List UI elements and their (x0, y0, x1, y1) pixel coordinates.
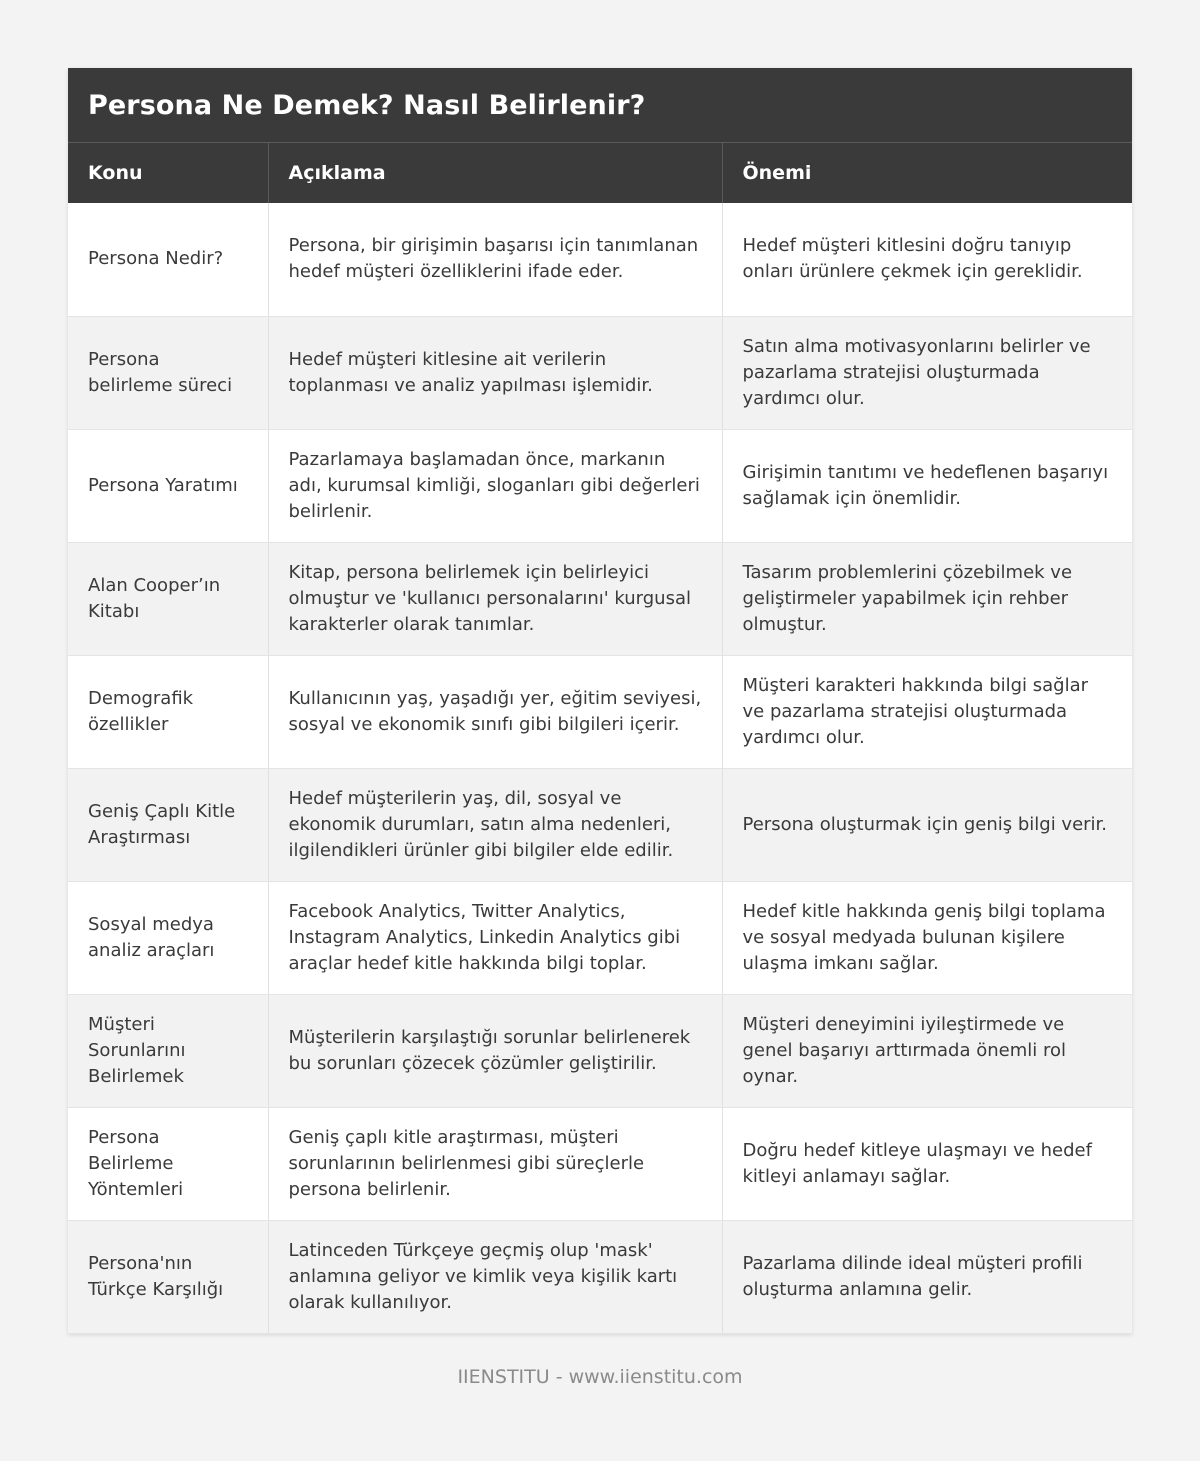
cell-konu: Persona belirleme süreci (68, 316, 268, 429)
cell-onemi: Müşteri deneyimini iyileştirmede ve genel başarıyı arttırmada önemli rol oynar. (722, 994, 1132, 1107)
info-table (68, 143, 1132, 1334)
table-row (68, 1220, 1132, 1333)
footer-credit: IIENSTITU - www.iienstitu.com (457, 1366, 743, 1388)
table-row (68, 994, 1132, 1107)
cell-onemi: Doğru hedef kitleye ulaşmayı ve hedef kitleyi anlamayı sağlar. (722, 1107, 1132, 1220)
cell-aciklama: Latinceden Türkçeye geçmiş olup 'mask' anlamına geliyor ve kimlik veya kişilik kartı olarak kullanılıyor. (268, 1220, 722, 1333)
cell-aciklama: Kitap, persona belirlemek için belirleyici olmuştur ve 'kullanıcı personalarını' kurgusal karakterler olarak tanımlar. (268, 542, 722, 655)
cell-onemi: Tasarım problemlerini çözebilmek ve geliştirmeler yapabilmek için rehber olmuştur. (722, 542, 1132, 655)
cell-konu: Sosyal medya analiz araçları (68, 881, 268, 994)
cell-konu: Alan Cooper’ın Kitabı (68, 542, 268, 655)
table-row (68, 655, 1132, 768)
column-header-konu: Konu (68, 143, 268, 203)
table-row (68, 1107, 1132, 1220)
table-row (68, 881, 1132, 994)
column-header-aciklama: Açıklama (268, 143, 722, 203)
cell-onemi: Pazarlama dilinde ideal müşteri profili oluşturma anlamına gelir. (722, 1220, 1132, 1333)
cell-onemi: Girişimin tanıtımı ve hedeflenen başarıyı sağlamak için önemlidir. (722, 429, 1132, 542)
cell-aciklama: Müşterilerin karşılaştığı sorunlar belirlenerek bu sorunları çözecek çözümler geliştirilir. (268, 994, 722, 1107)
cell-aciklama: Hedef müşterilerin yaş, dil, sosyal ve ekonomik durumları, satın alma nedenleri, ilgilendikleri ürünler gibi bilgiler elde edilir. (268, 768, 722, 881)
table-row (68, 316, 1132, 429)
cell-aciklama: Facebook Analytics, Twitter Analytics, Instagram Analytics, Linkedin Analytics gibi araçlar hedef kitle hakkında bilgi toplar. (268, 881, 722, 994)
cell-aciklama: Kullanıcının yaş, yaşadığı yer, eğitim seviyesi, sosyal ve ekonomik sınıfı gibi bilgileri içerir. (268, 655, 722, 768)
table-row (68, 203, 1132, 316)
cell-onemi: Müşteri karakteri hakkında bilgi sağlar ve pazarlama stratejisi oluşturmada yardımcı olur. (722, 655, 1132, 768)
cell-konu: Persona'nın Türkçe Karşılığı (68, 1220, 268, 1333)
table-body (68, 203, 1132, 1333)
table-row (68, 768, 1132, 881)
cell-aciklama: Pazarlamaya başlamadan önce, markanın adı, kurumsal kimliği, sloganları gibi değerleri belirlenir. (268, 429, 722, 542)
cell-aciklama: Geniş çaplı kitle araştırması, müşteri sorunlarının belirlenmesi gibi süreçlerle persona belirlenir. (268, 1107, 722, 1220)
table-row (68, 429, 1132, 542)
cell-onemi: Satın alma motivasyonlarını belirler ve pazarlama stratejisi oluşturmada yardımcı olur. (722, 316, 1132, 429)
page-title: Persona Ne Demek? Nasıl Belirlenir? (88, 89, 646, 121)
table-header (68, 143, 1132, 203)
table-row (68, 542, 1132, 655)
cell-konu: Persona Belirleme Yöntemleri (68, 1107, 268, 1220)
content-card (68, 68, 1132, 1334)
cell-konu: Geniş Çaplı Kitle Araştırması (68, 768, 268, 881)
title-bar (68, 68, 1132, 143)
cell-konu: Müşteri Sorunlarını Belirlemek (68, 994, 268, 1107)
column-header-onemi: Önemi (722, 143, 1132, 203)
cell-konu: Demografik özellikler (68, 655, 268, 768)
cell-konu: Persona Yaratımı (68, 429, 268, 542)
cell-konu: Persona Nedir? (68, 203, 268, 316)
cell-aciklama: Hedef müşteri kitlesine ait verilerin toplanması ve analiz yapılması işlemidir. (268, 316, 722, 429)
cell-aciklama: Persona, bir girişimin başarısı için tanımlanan hedef müşteri özelliklerini ifade eder. (268, 203, 722, 316)
cell-onemi: Hedef müşteri kitlesini doğru tanıyıp onları ürünlere çekmek için gereklidir. (722, 203, 1132, 316)
cell-onemi: Persona oluşturmak için geniş bilgi verir. (722, 768, 1132, 881)
cell-onemi: Hedef kitle hakkında geniş bilgi toplama ve sosyal medyada bulunan kişilere ulaşma imkanı sağlar. (722, 881, 1132, 994)
